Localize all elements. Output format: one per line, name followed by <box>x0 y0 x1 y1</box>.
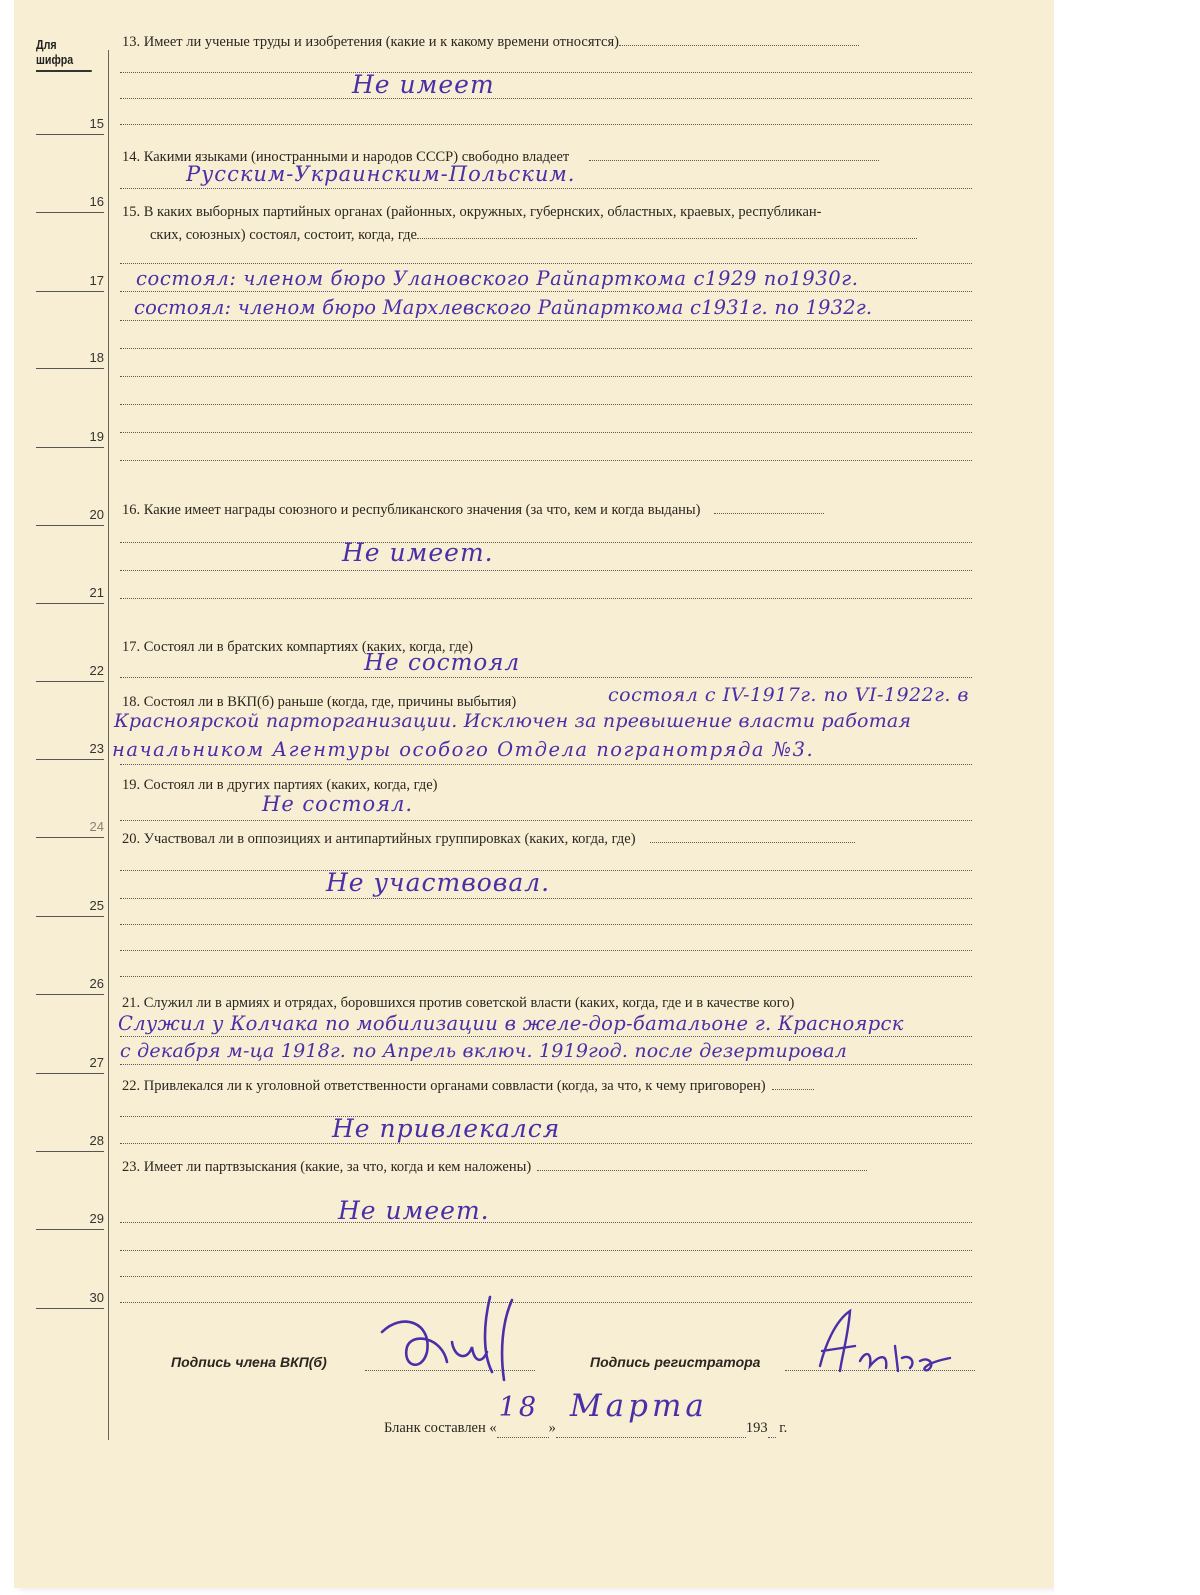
answer-22: Не привлекался <box>332 1114 561 1143</box>
answer-line <box>120 348 972 349</box>
member-signature-label: Подпись члена ВКП(б) <box>171 1354 327 1370</box>
line-number: 26 <box>36 976 104 995</box>
answer-13: Не имеет <box>352 70 495 99</box>
answer-line <box>120 542 972 543</box>
answer-14: Русским-Украинским-Польским. <box>186 162 576 186</box>
line-number: 20 <box>36 507 104 526</box>
question-18: 18. Состоял ли в ВКП(б) раньше (когда, где, причины выбытия) <box>122 694 517 710</box>
answer-line <box>120 950 972 951</box>
form-date-day: 18 <box>498 1392 539 1423</box>
answer-line <box>120 1064 972 1065</box>
form-date: Бланк составлен « 18 » Марта 193 г. <box>384 1388 788 1436</box>
answer-line <box>120 598 972 599</box>
answer-line <box>120 1222 972 1223</box>
answer-line <box>120 924 972 925</box>
line-number: 15 <box>36 116 104 135</box>
answer-line <box>120 188 972 189</box>
answer-line <box>120 764 972 765</box>
question-23: 23. Имеет ли партвзыскания (какие, за что, когда и кем наложены) <box>122 1159 867 1176</box>
question-19: 19. Состоял ли в других партиях (каких, когда, где) <box>122 777 438 793</box>
member-signature <box>372 1292 532 1384</box>
scan-margin <box>1054 0 1200 1595</box>
question-14: 14. Какими языками (иностранными и народов СССР) свободно владеет <box>122 149 879 166</box>
line-number: 19 <box>36 429 104 448</box>
answer-line <box>120 291 972 292</box>
answer-line <box>120 1036 972 1037</box>
answer-line <box>120 570 972 571</box>
answer-19: Не состоял. <box>262 792 414 816</box>
line-number: 16 <box>36 194 104 213</box>
answer-line <box>120 1143 972 1144</box>
answer-line <box>120 432 972 433</box>
question-15-line1: 15. В каких выборных партийных органах (районных, окружных, губернских, областных, краевых, республикан- <box>122 204 822 220</box>
line-number: 18 <box>36 350 104 369</box>
line-number: 30 <box>36 1290 104 1309</box>
margin-rule <box>108 50 109 1440</box>
form-date-year: 193 <box>745 1420 768 1436</box>
registrar-signature <box>810 1306 960 1386</box>
answer-15-line2: состоял: членом бюро Мархлевского Райпарткома с1931г. по 1932г. <box>134 296 873 319</box>
question-13: 13. Имеет ли ученые труды и изобретения (какие и к какому времени относятся) <box>122 34 859 51</box>
question-16: 16. Какие имеет награды союзного и республиканского значения (за что, кем и когда выданы) <box>122 502 824 519</box>
answer-18-line3: начальником Агентуры особого Отдела погранотряда №3. <box>112 738 815 761</box>
answer-line <box>120 820 972 821</box>
answer-line <box>120 320 972 321</box>
answer-20: Не участвовал. <box>326 868 551 897</box>
answer-23: Не имеет. <box>338 1196 490 1225</box>
question-20: 20. Участвовал ли в оппозициях и антипартийных группировках (каких, когда, где) <box>122 831 855 848</box>
form-date-month: Марта <box>569 1388 708 1424</box>
answer-line <box>120 677 972 678</box>
answer-line <box>120 1250 972 1251</box>
answer-line <box>120 124 972 125</box>
line-number: 28 <box>36 1133 104 1152</box>
answer-line <box>120 72 972 73</box>
answer-line <box>120 1302 972 1303</box>
answer-21-line1: Служил у Колчака по мобилизации в желе-дор-батальоне г. Красноярск <box>118 1012 904 1035</box>
answer-18-line2: Красноярской парторганизации. Исключен за превышение власти работая <box>114 710 912 732</box>
answer-line <box>120 98 972 99</box>
question-17: 17. Состоял ли в братских компартиях (каких, когда, где) <box>122 639 473 655</box>
line-number: 22 <box>36 663 104 682</box>
line-number: 27 <box>36 1055 104 1074</box>
answer-18-line1: состоял с IV-1917г. по VI-1922г. в <box>608 684 969 706</box>
answer-line <box>120 263 972 264</box>
registrar-signature-label: Подпись регистратора <box>590 1354 761 1370</box>
line-number: 23 <box>36 741 104 760</box>
answer-16: Не имеет. <box>342 538 494 567</box>
answer-line <box>120 1276 972 1277</box>
answer-line <box>120 976 972 977</box>
question-22: 22. Привлекался ли к уголовной ответственности органами соввласти (когда, за что, к чему приговорен) <box>122 1078 814 1095</box>
line-number: 21 <box>36 585 104 604</box>
line-number: 24 <box>36 819 104 838</box>
answer-line <box>120 460 972 461</box>
line-number: 29 <box>36 1211 104 1230</box>
line-number: 17 <box>36 273 104 292</box>
cipher-label: Для шифра <box>36 37 92 72</box>
answer-line <box>120 404 972 405</box>
question-21: 21. Служил ли в армиях и отрядах, боровшихся против советской власти (каких, когда, где и в качестве кого) <box>122 995 795 1011</box>
answer-15-line1: состоял: членом бюро Улановского Райпарткома с1929 по1930г. <box>136 267 859 290</box>
question-15-line2: ских, союзных) состоял, состоит, когда, где <box>150 227 917 244</box>
answer-17: Не состоял <box>364 650 521 676</box>
answer-line <box>120 898 972 899</box>
answer-line <box>120 376 972 377</box>
line-number: 25 <box>36 898 104 917</box>
answer-21-line2: с декабря м-ца 1918г. по Апрель включ. 1919год. после дезертировал <box>120 1040 848 1062</box>
